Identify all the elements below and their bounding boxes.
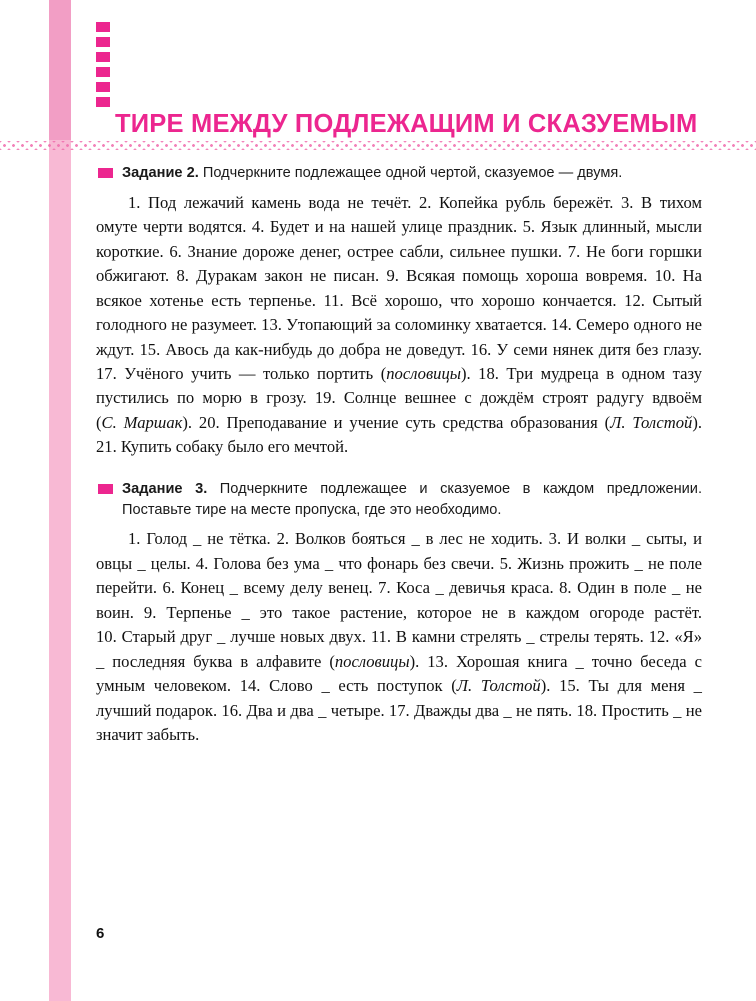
task-body: 1. Под лежачий камень вода не течёт. 2. Копейка рубль бережёт. 3. В тихом омуте черти водятся. 4. Будет и на нашей улице праздник. 5. Язык длинный, мысли короткие. 6. Знание дороже денег, острее сабли, сильнее пушки. 7. Не боги горшки обжигают. 8. Дуракам закон не писан. 9. Всякая помощь хороша вовремя. 10. На всякое хотенье есть терпенье. 11. Всё хорошо, что хорошо кончается. 12. Сытый голодного не разумеет. 13. Утопающий за соломинку хватается. 14. Семеро одного не ждут. 15. Авось да как-нибудь до добра не доведут. 16. У семи нянек дитя без глазу. 17. Учёного учить — только портить (пословицы). 18. Три мудреца в одном тазу пустились по морю в грозу. 19. Солнце вешнее с дождём строят радугу вдвоём (С. Маршак). 20. Преподавание и учение суть средства образования (Л. Толстой). 21. Купить собаку было его мечтой.: [96, 192, 703, 457]
left-decorative-bar-bottom: [49, 905, 71, 1001]
task-instruction: Подчеркните подлежащее и сказуемое в каждом предложении. Поставьте тире на месте пропуска, где это необходимо.: [122, 480, 702, 518]
task-block: [96, 479, 702, 748]
task-instruction: Подчеркните подлежащее одной чертой, сказуемое — двумя.: [198, 165, 623, 181]
task-label: Задание 3.: [122, 480, 208, 497]
page-title: ТИРЕ МЕЖДУ ПОДЛЕЖАЩИМ И СКАЗУЕМЫМ: [115, 110, 698, 139]
decorative-square-stack: [96, 22, 110, 112]
page-number: 6: [96, 925, 105, 942]
page-content: [96, 163, 702, 752]
task-heading: [96, 163, 702, 184]
task-marker-icon: [98, 484, 113, 494]
task-label: Задание 2.: [122, 165, 199, 181]
dotted-divider: [0, 141, 756, 150]
left-decorative-bar: [49, 0, 71, 1001]
task-heading: [96, 479, 702, 520]
task-marker-icon: [98, 168, 113, 178]
task-block: [96, 163, 702, 460]
left-decorative-bar-top: [49, 0, 71, 140]
task-body: 1. Голод _ не тётка. 2. Волков бояться _ в лес не ходить. 3. И волки _ сыты, и овцы _ целы. 4. Голова без ума _ что фонарь без свечи. 5. Жизнь прожить _ не поле перейти. 6. Конец _ всему делу венец. 7. Коса _ девичья краса. 8. Один в поле _ не воин. 9. Терпенье _ это такое растение, которое не в каждом огороде растёт. 10. Старый друг _ лучше новых двух. 11. В камни стрелять _ стрелы терять. 12. «Я» _ последняя буква в алфавите (пословицы). 13. Хорошая книга _ точно беседа с умным человеком. 14. Слово _ есть поступок (Л. Толстой). 15. Ты для меня _ лучший подарок. 16. Два и два _ четыре. 17. Дважды два _ не пять. 18. Простить _ не значит забыть.: [96, 529, 702, 745]
